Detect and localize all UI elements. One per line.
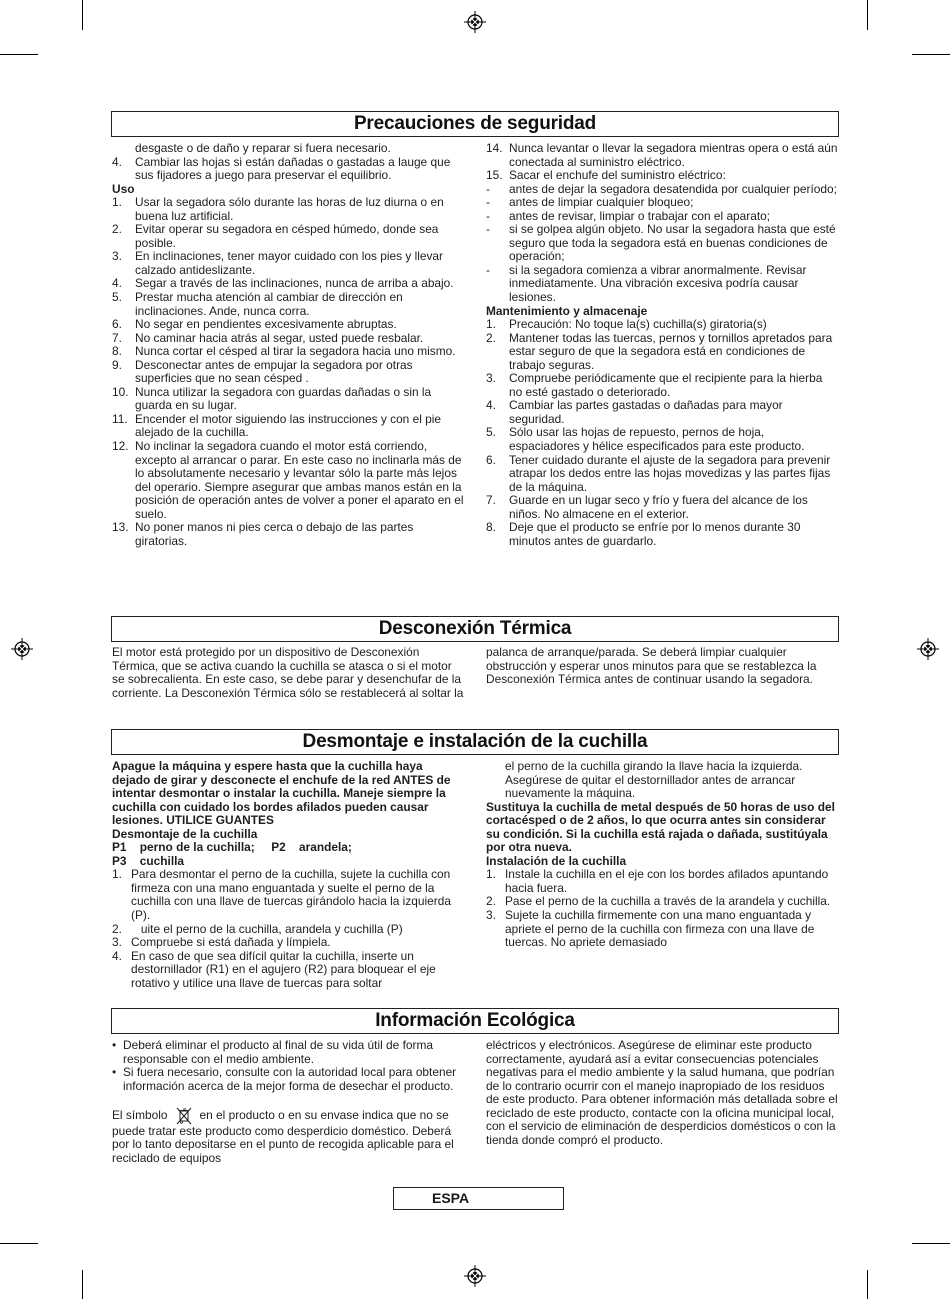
list-item: - antes de revisar, limpiar o trabajar con el aparato; (486, 208, 771, 223)
list-item: 6. No segar en pendientes excesivamente abruptas. (112, 317, 397, 332)
eco-right-column (486, 1039, 838, 1147)
blade-right-column (486, 760, 838, 950)
list-item: 14. Nunca levantar o llevar la segadora mientras opera o está aún conectada al suministro eléctrico. (486, 141, 838, 169)
list-item: 10. Nunca utilizar la segadora con guardas dañadas o sin la guarda en su lugar. (112, 384, 432, 413)
list-item: - antes de dejar la segadora desatendida por cualquier período; (486, 181, 837, 196)
language-label-box (393, 1187, 564, 1210)
thermal-left-column (112, 646, 464, 700)
blade-removal-continuation: el perno de la cuchilla girando la llave hacia la izquierda. Asegúrese de quitar el destornillador antes de arrancar nuevamente la máquina. (505, 759, 803, 801)
heading-blade-removal: Desmontaje de la cuchilla (112, 826, 258, 841)
list-item: 7. Guarde en un lugar seco y frío y fuera del alcance de los niños. No almacene en el exterior. (486, 493, 808, 521)
eco-symbol-paragraph: El símbolo en el producto o en su envase indica que no se puede tratar este producto como desperdicio doméstico. Deberá por lo tanto depositarse en el punto de recogida aplicable para el reciclado de equipos (112, 1107, 454, 1165)
list-item: 3. Compruebe periódicamente que el recipiente para la hierba no esté gastado o deteriorado. (486, 371, 823, 399)
thermal-left-text: El motor está protegido por un dispositivo de Desconexión Térmica, que se activa cuando la cuchilla se atasca o si el motor se sobrecalienta. En este caso, se debe parar y desenchufar de la corriente. La Desconexión Térmica sólo se restablecerá al soltar la (112, 645, 464, 700)
crop-mark (0, 1243, 38, 1244)
registration-mark-icon (11, 638, 33, 660)
list-item: - si se golpea algún objeto. No usar la segadora hasta que esté seguro que toda la segadora está en buenas condiciones de operación; (486, 222, 836, 264)
list-item: • Deberá eliminar el producto al final de su vida útil de forma responsable con el medio ambiente. (112, 1038, 433, 1066)
list-item: 6. Tener cuidado durante el ajuste de la segadora para prevenir atrapar los dedos entre las hojas movedizas y las partes fijas de la máquina. (486, 452, 831, 494)
blade-replace-warning: Sustituya la cuchilla de metal después de 50 horas de uso del cortacésped o de 2 años, lo que ocurra antes sin considerar su condición. Si la cuchilla está rajada o dañada, sustitúyala por otra nueva. (486, 799, 835, 855)
safety-right-column (486, 142, 838, 548)
parts-legend-line-2: P3 cuchilla (112, 853, 185, 868)
heading-uso: Uso (112, 181, 135, 196)
blade-removal-list (112, 868, 464, 990)
parts-legend-line-1: P1 perno de la cuchilla; P2 arandela; (112, 840, 352, 855)
crop-mark (912, 1243, 950, 1244)
list-item: 5. Prestar mucha atención al cambiar de dirección en inclinaciones. Ande, nunca corra. (112, 290, 403, 318)
eco-right-text: eléctricos y electrónicos. Asegúrese de eliminar este producto correctamente, ayudará así a evitar consecuencias potenciales negativas para el medio ambiente y la salud humana, que podrían de lo contrario ocurrir con el manejo inapropiado de los residuos de este producto. Para obtener información más detallada sobre el reciclado de este producto, contacte con la oficina municipal local, con el servicio de eliminación de desperdicios domésticos o con la tienda donde compró el producto. (486, 1038, 838, 1147)
list-item: 4. Cambiar las partes gastadas o dañadas para mayor seguridad. (486, 398, 783, 426)
list-item: 3. Sujete la cuchilla firmemente con una mano enguantada y apriete el perno de la cuchilla con firmeza con una llave de tuercas. No apriete demasiado (486, 908, 815, 950)
list-item: - antes de limpiar cualquier bloqueo; (486, 195, 694, 210)
crop-mark (0, 54, 38, 55)
list-item: 4. En caso de que sea difícil quitar la cuchilla, inserte un destornillador (R1) en el agujero (R2) para bloquear el eje rotativo y utilice una llave de tuercas para soltar (112, 948, 436, 990)
list-item: 3. En inclinaciones, tener mayor cuidado con los pies y llevar calzado antideslizante. (112, 249, 443, 277)
list-item: 8. Nunca cortar el césped al tirar la segadora hacia uno mismo. (112, 344, 456, 359)
registration-mark-icon (917, 638, 939, 660)
blade-warning: Apague la máquina y espere hasta que la cuchilla haya dejado de girar y desconecte el enchufe de la red ANTES de intentar desmontar o instalar la cuchilla. Maneje siempre la cuchilla con cuidado los bordes afilados pueden causar lesiones. UTILICE GUANTES (112, 759, 451, 828)
list-item: 4. Cambiar las hojas si están dañadas o gastadas a lauge que sus fijadores a juego para preservar el equilibrio. (112, 154, 451, 183)
list-item: 5. Sólo usar las hojas de repuesto, pernos de hoja, espaciadores y hélice especificados para este producto. (486, 425, 805, 454)
maintenance-list (486, 318, 838, 548)
list-item: 1. Precaución: No toque la(s) cuchilla(s) giratoria(s) (486, 317, 767, 332)
list-item: 9. Desconectar antes de empujar la segadora por otras superficies que no sean césped . (112, 357, 413, 386)
list-item: 4. Segar a través de las inclinaciones, nunca de arriba a abajo. (112, 276, 454, 291)
list-item: 2. uite el perno de la cuchilla, arandela y cuchilla (P) (112, 921, 403, 936)
list-item: 13. No poner manos ni pies cerca o debajo de las partes giratorias. (112, 520, 414, 548)
section-title-safety: Precauciones de seguridad (111, 111, 839, 137)
safety-left-list (112, 142, 464, 183)
list-item: • Si fuera necesario, consulte con la autoridad local para obtener información acerca de la mejor forma de desechar el producto. (112, 1065, 457, 1093)
list-item: 3. Compruebe si está dañada y límpiela. (112, 935, 331, 950)
list-item: 7. No caminar hacia atrás al segar, usted puede resbalar. (112, 330, 424, 345)
list-item: 2. Mantener todas las tuercas, pernos y tornillos apretados para estar seguro de que la segadora está en condiciones de trabajo seguras. (486, 330, 833, 372)
section-title-eco: Información Ecológica (111, 1008, 839, 1034)
safety-left-column (112, 142, 464, 548)
crop-mark (82, 1270, 83, 1299)
language-label: ESPA (432, 1190, 470, 1206)
list-item: 2. Pase el perno de la cuchilla a través de la arandela y cuchilla. (486, 894, 831, 909)
crop-mark (867, 1270, 868, 1299)
blade-left-column (112, 760, 464, 990)
crop-mark (867, 0, 868, 30)
uso-list (112, 196, 464, 548)
list-item: 15. Sacar el enchufe del suministro eléctrico: (486, 168, 726, 183)
list-item: 11. Encender el motor siguiendo las instrucciones y con el pie alejado de la cuchilla. (112, 411, 442, 440)
registration-mark-icon (464, 1265, 486, 1287)
list-item: 1. Instale la cuchilla en el eje con los bordes afilados apuntando hacia fuera. (486, 867, 829, 895)
section-title-thermal: Desconexión Térmica (111, 616, 839, 642)
registration-mark-icon (464, 11, 486, 33)
section-title-blade: Desmontaje e instalación de la cuchilla (111, 729, 839, 755)
list-item: 1. Para desmontar el perno de la cuchilla, sujete la cuchilla con firmeza con una mano enguantada y suelte el perno de la cuchilla con una llave de tuercas girándolo hacia la izquierda (P). (112, 867, 451, 923)
list-item: desgaste o de daño y reparar si fuera necesario. (135, 141, 391, 155)
crop-mark (82, 0, 83, 30)
blade-install-list (486, 868, 838, 949)
eco-bullet-list (112, 1039, 464, 1093)
list-item: 1. Usar la segadora sólo durante las horas de luz diurna o en buena luz artificial. (112, 195, 444, 223)
list-item: 12. No inclinar la segadora cuando el motor está corriendo, excepto al arrancar o parar. En este caso no inclinarla más de lo absolutamente necesario y levantar sólo la parte más lejos del operario. Siempre asegurar que ambas manos están en la posición de operación antes de volver a poner el aparato en el suelo. (112, 439, 464, 521)
safety-right-list (486, 142, 838, 305)
list-item: - si la segadora comienza a vibrar anormalmente. Revisar inmediatamente. Una vibración excesiva podría causar lesiones. (486, 262, 807, 305)
thermal-right-column (486, 646, 838, 687)
eco-left-column (112, 1039, 464, 1165)
crop-mark (912, 54, 950, 55)
heading-maintenance: Mantenimiento y almacenaje (486, 303, 648, 318)
list-item: 2. Evitar operar su segadora en césped húmedo, donde sea posible. (112, 222, 439, 250)
crossed-out-wheelie-bin-icon (176, 1107, 192, 1125)
thermal-right-text: palanca de arranque/parada. Se deberá limpiar cualquier obstrucción y esperar unos minutos para que se restablezca la Desconexión Térmica antes de continuar usando la segadora. (486, 645, 817, 687)
heading-blade-install: Instalación de la cuchilla (486, 853, 627, 868)
list-item: 8. Deje que el producto se enfríe por lo menos durante 30 minutos antes de guardarlo. (486, 520, 801, 548)
